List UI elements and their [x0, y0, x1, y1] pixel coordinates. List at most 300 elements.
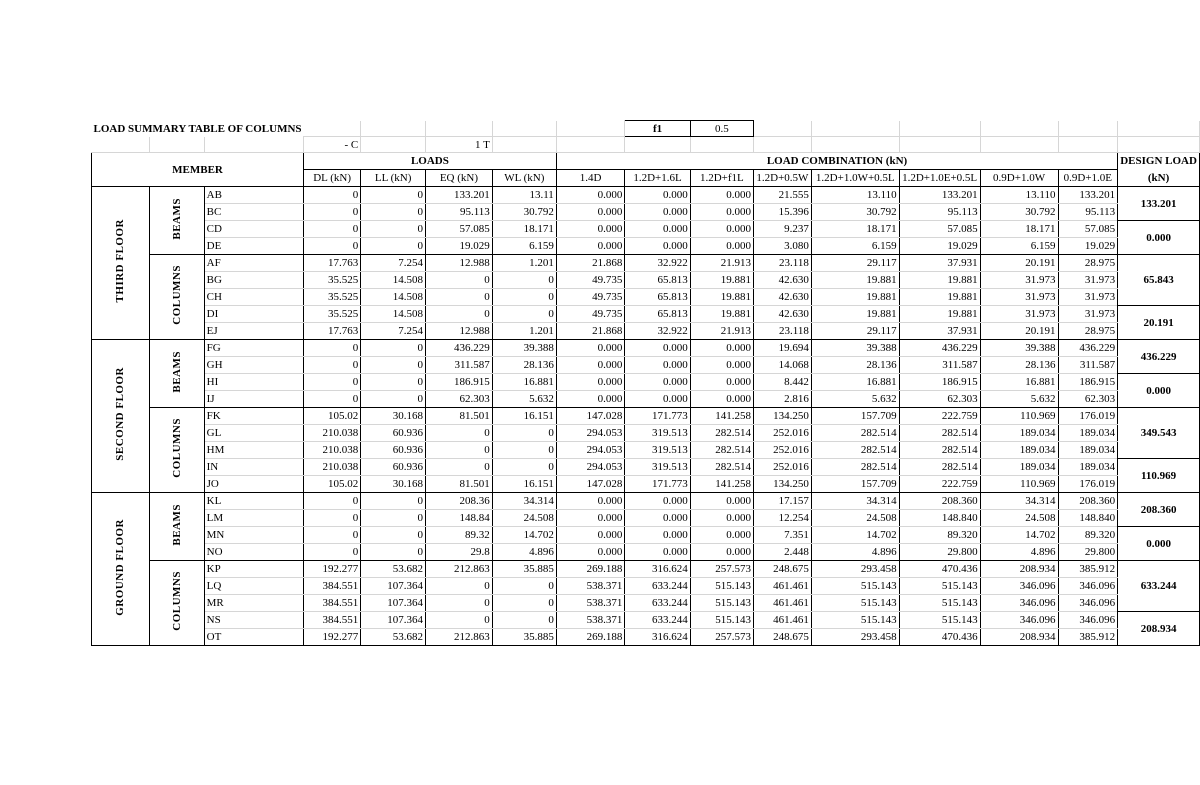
value-cell[interactable]: 19.881: [811, 272, 899, 289]
value-cell[interactable]: 470.436: [899, 561, 980, 578]
value-cell[interactable]: 17.763: [304, 255, 361, 272]
value-cell[interactable]: 189.034: [980, 425, 1058, 442]
value-cell[interactable]: 148.84: [426, 510, 493, 527]
value-cell[interactable]: 0: [426, 272, 493, 289]
value-cell[interactable]: 29.800: [899, 544, 980, 561]
value-cell[interactable]: 208.360: [1058, 493, 1118, 510]
value-cell[interactable]: 0: [426, 289, 493, 306]
value-cell[interactable]: 0: [426, 459, 493, 476]
value-cell[interactable]: 0: [426, 595, 493, 612]
value-cell[interactable]: 28.136: [492, 357, 556, 374]
value-cell[interactable]: 461.461: [753, 612, 811, 629]
value-cell[interactable]: 23.118: [753, 323, 811, 340]
value-cell[interactable]: 16.881: [811, 374, 899, 391]
value-cell[interactable]: 147.028: [556, 408, 625, 425]
value-cell[interactable]: 346.096: [1058, 578, 1118, 595]
value-cell[interactable]: 0.000: [556, 204, 625, 221]
value-cell[interactable]: 212.863: [426, 629, 493, 646]
value-cell[interactable]: 0: [304, 221, 361, 238]
value-cell[interactable]: 0.000: [625, 340, 690, 357]
value-cell[interactable]: 0: [492, 289, 556, 306]
value-cell[interactable]: 34.314: [811, 493, 899, 510]
value-cell[interactable]: 95.113: [426, 204, 493, 221]
value-cell[interactable]: 16.151: [492, 408, 556, 425]
value-cell[interactable]: 0.000: [625, 493, 690, 510]
value-cell[interactable]: 20.191: [980, 255, 1058, 272]
value-cell[interactable]: 515.143: [899, 595, 980, 612]
value-cell[interactable]: 192.277: [304, 629, 361, 646]
value-cell[interactable]: 515.143: [690, 578, 753, 595]
value-cell[interactable]: 14.702: [980, 527, 1058, 544]
value-cell[interactable]: 19.881: [899, 306, 980, 323]
value-cell[interactable]: 141.258: [690, 476, 753, 493]
value-cell[interactable]: 0: [426, 612, 493, 629]
value-cell[interactable]: 0: [304, 187, 361, 204]
value-cell[interactable]: 0.000: [556, 357, 625, 374]
value-cell[interactable]: 538.371: [556, 612, 625, 629]
value-cell[interactable]: 32.922: [625, 323, 690, 340]
value-cell[interactable]: 35.885: [492, 561, 556, 578]
value-cell[interactable]: 436.229: [899, 340, 980, 357]
value-cell[interactable]: 17.157: [753, 493, 811, 510]
value-cell[interactable]: 0: [361, 238, 426, 255]
value-cell[interactable]: 1.201: [492, 255, 556, 272]
value-cell[interactable]: 14.702: [811, 527, 899, 544]
value-cell[interactable]: 0.000: [556, 340, 625, 357]
value-cell[interactable]: 311.587: [1058, 357, 1118, 374]
value-cell[interactable]: 21.913: [690, 323, 753, 340]
value-cell[interactable]: 0.000: [625, 238, 690, 255]
value-cell[interactable]: 515.143: [899, 612, 980, 629]
value-cell[interactable]: 171.773: [625, 476, 690, 493]
value-cell[interactable]: 282.514: [899, 459, 980, 476]
value-cell[interactable]: 186.915: [1058, 374, 1118, 391]
value-cell[interactable]: 385.912: [1058, 629, 1118, 646]
value-cell[interactable]: 0.000: [556, 374, 625, 391]
value-cell[interactable]: 0.000: [690, 187, 753, 204]
value-cell[interactable]: 35.525: [304, 306, 361, 323]
value-cell[interactable]: 0.000: [625, 187, 690, 204]
value-cell[interactable]: 222.759: [899, 408, 980, 425]
value-cell[interactable]: 133.201: [1058, 187, 1118, 204]
value-cell[interactable]: 13.11: [492, 187, 556, 204]
value-cell[interactable]: 19.881: [690, 306, 753, 323]
value-cell[interactable]: 110.969: [980, 408, 1058, 425]
value-cell[interactable]: 4.896: [492, 544, 556, 561]
value-cell[interactable]: 0: [361, 221, 426, 238]
value-cell[interactable]: 19.881: [811, 289, 899, 306]
value-cell[interactable]: 282.514: [811, 459, 899, 476]
value-cell[interactable]: 0: [426, 306, 493, 323]
value-cell[interactable]: 0: [304, 374, 361, 391]
value-cell[interactable]: 633.244: [625, 578, 690, 595]
value-cell[interactable]: 0: [304, 544, 361, 561]
value-cell[interactable]: 7.254: [361, 255, 426, 272]
value-cell[interactable]: 24.508: [492, 510, 556, 527]
value-cell[interactable]: 0.000: [690, 510, 753, 527]
value-cell[interactable]: 294.053: [556, 425, 625, 442]
value-cell[interactable]: 0: [361, 493, 426, 510]
value-cell[interactable]: 105.02: [304, 408, 361, 425]
value-cell[interactable]: 65.813: [625, 272, 690, 289]
value-cell[interactable]: 18.171: [980, 221, 1058, 238]
value-cell[interactable]: 30.168: [361, 408, 426, 425]
value-cell[interactable]: 282.514: [899, 425, 980, 442]
value-cell[interactable]: 17.763: [304, 323, 361, 340]
value-cell[interactable]: 248.675: [753, 561, 811, 578]
value-cell[interactable]: 294.053: [556, 459, 625, 476]
value-cell[interactable]: 515.143: [811, 595, 899, 612]
value-cell[interactable]: 470.436: [899, 629, 980, 646]
value-cell[interactable]: 134.250: [753, 408, 811, 425]
value-cell[interactable]: 0.000: [625, 221, 690, 238]
value-cell[interactable]: 35.525: [304, 289, 361, 306]
value-cell[interactable]: 133.201: [426, 187, 493, 204]
value-cell[interactable]: 39.388: [980, 340, 1058, 357]
value-cell[interactable]: 269.188: [556, 629, 625, 646]
value-cell[interactable]: 0.000: [690, 374, 753, 391]
value-cell[interactable]: 189.034: [1058, 425, 1118, 442]
value-cell[interactable]: 0.000: [690, 544, 753, 561]
value-cell[interactable]: 107.364: [361, 578, 426, 595]
value-cell[interactable]: 62.303: [899, 391, 980, 408]
value-cell[interactable]: 282.514: [811, 442, 899, 459]
value-cell[interactable]: 282.514: [690, 442, 753, 459]
value-cell[interactable]: 29.800: [1058, 544, 1118, 561]
value-cell[interactable]: 252.016: [753, 459, 811, 476]
value-cell[interactable]: 37.931: [899, 323, 980, 340]
value-cell[interactable]: 385.912: [1058, 561, 1118, 578]
value-cell[interactable]: 316.624: [625, 561, 690, 578]
value-cell[interactable]: 39.388: [811, 340, 899, 357]
value-cell[interactable]: 311.587: [426, 357, 493, 374]
value-cell[interactable]: 346.096: [980, 595, 1058, 612]
value-cell[interactable]: 0: [492, 442, 556, 459]
value-cell[interactable]: 189.034: [1058, 442, 1118, 459]
value-cell[interactable]: 0: [361, 204, 426, 221]
value-cell[interactable]: 95.113: [899, 204, 980, 221]
value-cell[interactable]: 12.988: [426, 323, 493, 340]
value-cell[interactable]: 0: [361, 340, 426, 357]
value-cell[interactable]: 0: [492, 306, 556, 323]
value-cell[interactable]: 208.934: [980, 561, 1058, 578]
value-cell[interactable]: 282.514: [690, 425, 753, 442]
value-cell[interactable]: 515.143: [899, 578, 980, 595]
value-cell[interactable]: 515.143: [811, 612, 899, 629]
value-cell[interactable]: 29.117: [811, 255, 899, 272]
value-cell[interactable]: 0: [492, 425, 556, 442]
value-cell[interactable]: 30.792: [492, 204, 556, 221]
value-cell[interactable]: 30.792: [811, 204, 899, 221]
value-cell[interactable]: 19.029: [1058, 238, 1118, 255]
value-cell[interactable]: 32.922: [625, 255, 690, 272]
value-cell[interactable]: 176.019: [1058, 476, 1118, 493]
value-cell[interactable]: 95.113: [1058, 204, 1118, 221]
value-cell[interactable]: 148.840: [899, 510, 980, 527]
value-cell[interactable]: 16.881: [492, 374, 556, 391]
value-cell[interactable]: 6.159: [492, 238, 556, 255]
value-cell[interactable]: 53.682: [361, 561, 426, 578]
value-cell[interactable]: 49.735: [556, 306, 625, 323]
value-cell[interactable]: 157.709: [811, 476, 899, 493]
value-cell[interactable]: 0: [361, 187, 426, 204]
value-cell[interactable]: 0: [304, 391, 361, 408]
value-cell[interactable]: 2.816: [753, 391, 811, 408]
value-cell[interactable]: 62.303: [426, 391, 493, 408]
value-cell[interactable]: 141.258: [690, 408, 753, 425]
value-cell[interactable]: 14.508: [361, 289, 426, 306]
value-cell[interactable]: 282.514: [811, 425, 899, 442]
value-cell[interactable]: 189.034: [980, 442, 1058, 459]
value-cell[interactable]: 0.000: [690, 493, 753, 510]
value-cell[interactable]: 20.191: [980, 323, 1058, 340]
value-cell[interactable]: 189.034: [1058, 459, 1118, 476]
value-cell[interactable]: 346.096: [1058, 612, 1118, 629]
value-cell[interactable]: 0: [304, 510, 361, 527]
value-cell[interactable]: 0.000: [690, 221, 753, 238]
value-cell[interactable]: 30.168: [361, 476, 426, 493]
value-cell[interactable]: 57.085: [426, 221, 493, 238]
value-cell[interactable]: 31.973: [980, 289, 1058, 306]
value-cell[interactable]: 311.587: [899, 357, 980, 374]
value-cell[interactable]: 28.136: [811, 357, 899, 374]
value-cell[interactable]: 0: [492, 578, 556, 595]
value-cell[interactable]: 384.551: [304, 612, 361, 629]
value-cell[interactable]: 81.501: [426, 408, 493, 425]
value-cell[interactable]: 257.573: [690, 629, 753, 646]
value-cell[interactable]: 186.915: [899, 374, 980, 391]
value-cell[interactable]: 210.038: [304, 442, 361, 459]
value-cell[interactable]: 31.973: [1058, 272, 1118, 289]
value-cell[interactable]: 12.988: [426, 255, 493, 272]
value-cell[interactable]: 0.000: [556, 238, 625, 255]
value-cell[interactable]: 35.525: [304, 272, 361, 289]
value-cell[interactable]: 53.682: [361, 629, 426, 646]
value-cell[interactable]: 0.000: [690, 238, 753, 255]
value-cell[interactable]: 633.244: [625, 595, 690, 612]
value-cell[interactable]: 248.675: [753, 629, 811, 646]
value-cell[interactable]: 208.360: [899, 493, 980, 510]
value-cell[interactable]: 89.320: [899, 527, 980, 544]
value-cell[interactable]: 31.973: [980, 306, 1058, 323]
value-cell[interactable]: 133.201: [899, 187, 980, 204]
value-cell[interactable]: 0: [361, 527, 426, 544]
value-cell[interactable]: 65.813: [625, 289, 690, 306]
value-cell[interactable]: 49.735: [556, 272, 625, 289]
value-cell[interactable]: 1.201: [492, 323, 556, 340]
value-cell[interactable]: 0.000: [556, 510, 625, 527]
value-cell[interactable]: 19.881: [811, 306, 899, 323]
value-cell[interactable]: 293.458: [811, 629, 899, 646]
value-cell[interactable]: 384.551: [304, 595, 361, 612]
value-cell[interactable]: 8.442: [753, 374, 811, 391]
value-cell[interactable]: 5.632: [492, 391, 556, 408]
value-cell[interactable]: 37.931: [899, 255, 980, 272]
value-cell[interactable]: 0.000: [556, 221, 625, 238]
value-cell[interactable]: 0.000: [625, 204, 690, 221]
value-cell[interactable]: 192.277: [304, 561, 361, 578]
value-cell[interactable]: 21.868: [556, 323, 625, 340]
value-cell[interactable]: 189.034: [980, 459, 1058, 476]
value-cell[interactable]: 28.975: [1058, 323, 1118, 340]
value-cell[interactable]: 0.000: [690, 527, 753, 544]
value-cell[interactable]: 0: [492, 459, 556, 476]
value-cell[interactable]: 30.792: [980, 204, 1058, 221]
value-cell[interactable]: 89.32: [426, 527, 493, 544]
value-cell[interactable]: 0.000: [556, 187, 625, 204]
value-cell[interactable]: 35.885: [492, 629, 556, 646]
value-cell[interactable]: 134.250: [753, 476, 811, 493]
value-cell[interactable]: 42.630: [753, 289, 811, 306]
value-cell[interactable]: 19.881: [899, 272, 980, 289]
value-cell[interactable]: 0: [426, 442, 493, 459]
value-cell[interactable]: 0: [492, 612, 556, 629]
value-cell[interactable]: 15.396: [753, 204, 811, 221]
value-cell[interactable]: 49.735: [556, 289, 625, 306]
value-cell[interactable]: 0.000: [625, 374, 690, 391]
value-cell[interactable]: 28.975: [1058, 255, 1118, 272]
value-cell[interactable]: 13.110: [811, 187, 899, 204]
value-cell[interactable]: 0.000: [556, 391, 625, 408]
value-cell[interactable]: 31.973: [980, 272, 1058, 289]
value-cell[interactable]: 257.573: [690, 561, 753, 578]
value-cell[interactable]: 65.813: [625, 306, 690, 323]
value-cell[interactable]: 5.632: [811, 391, 899, 408]
value-cell[interactable]: 2.448: [753, 544, 811, 561]
value-cell[interactable]: 14.702: [492, 527, 556, 544]
value-cell[interactable]: 16.151: [492, 476, 556, 493]
value-cell[interactable]: 28.136: [980, 357, 1058, 374]
value-cell[interactable]: 24.508: [980, 510, 1058, 527]
value-cell[interactable]: 18.171: [811, 221, 899, 238]
value-cell[interactable]: 515.143: [811, 578, 899, 595]
value-cell[interactable]: 0.000: [556, 527, 625, 544]
value-cell[interactable]: 0: [361, 391, 426, 408]
value-cell[interactable]: 4.896: [811, 544, 899, 561]
value-cell[interactable]: 171.773: [625, 408, 690, 425]
value-cell[interactable]: 19.029: [426, 238, 493, 255]
value-cell[interactable]: 0: [304, 204, 361, 221]
value-cell[interactable]: 319.513: [625, 442, 690, 459]
value-cell[interactable]: 19.029: [899, 238, 980, 255]
value-cell[interactable]: 16.881: [980, 374, 1058, 391]
value-cell[interactable]: 0: [361, 357, 426, 374]
factor-value[interactable]: 0.5: [690, 121, 753, 137]
value-cell[interactable]: 0: [361, 510, 426, 527]
value-cell[interactable]: 269.188: [556, 561, 625, 578]
value-cell[interactable]: 319.513: [625, 459, 690, 476]
value-cell[interactable]: 13.110: [980, 187, 1058, 204]
value-cell[interactable]: 0.000: [625, 527, 690, 544]
value-cell[interactable]: 515.143: [690, 595, 753, 612]
value-cell[interactable]: 0.000: [625, 391, 690, 408]
value-cell[interactable]: 42.630: [753, 306, 811, 323]
value-cell[interactable]: 210.038: [304, 425, 361, 442]
value-cell[interactable]: 0: [426, 578, 493, 595]
value-cell[interactable]: 212.863: [426, 561, 493, 578]
value-cell[interactable]: 110.969: [980, 476, 1058, 493]
value-cell[interactable]: 0: [361, 544, 426, 561]
value-cell[interactable]: 538.371: [556, 595, 625, 612]
value-cell[interactable]: 346.096: [1058, 595, 1118, 612]
value-cell[interactable]: 0: [426, 425, 493, 442]
value-cell[interactable]: 60.936: [361, 459, 426, 476]
value-cell[interactable]: 9.237: [753, 221, 811, 238]
value-cell[interactable]: 0: [304, 340, 361, 357]
value-cell[interactable]: 39.388: [492, 340, 556, 357]
value-cell[interactable]: 105.02: [304, 476, 361, 493]
value-cell[interactable]: 81.501: [426, 476, 493, 493]
value-cell[interactable]: 0.000: [625, 357, 690, 374]
value-cell[interactable]: 436.229: [1058, 340, 1118, 357]
value-cell[interactable]: 19.881: [899, 289, 980, 306]
value-cell[interactable]: 0.000: [690, 357, 753, 374]
value-cell[interactable]: 186.915: [426, 374, 493, 391]
value-cell[interactable]: 436.229: [426, 340, 493, 357]
value-cell[interactable]: 57.085: [899, 221, 980, 238]
value-cell[interactable]: 14.508: [361, 272, 426, 289]
value-cell[interactable]: 0: [304, 238, 361, 255]
value-cell[interactable]: 62.303: [1058, 391, 1118, 408]
value-cell[interactable]: 18.171: [492, 221, 556, 238]
value-cell[interactable]: 384.551: [304, 578, 361, 595]
value-cell[interactable]: 4.896: [980, 544, 1058, 561]
value-cell[interactable]: 34.314: [492, 493, 556, 510]
value-cell[interactable]: 294.053: [556, 442, 625, 459]
factor-label[interactable]: f1: [625, 121, 690, 137]
value-cell[interactable]: 0.000: [556, 544, 625, 561]
value-cell[interactable]: 29.117: [811, 323, 899, 340]
value-cell[interactable]: 34.314: [980, 493, 1058, 510]
value-cell[interactable]: 515.143: [690, 612, 753, 629]
value-cell[interactable]: 5.632: [980, 391, 1058, 408]
value-cell[interactable]: 208.934: [980, 629, 1058, 646]
value-cell[interactable]: 0: [361, 374, 426, 391]
value-cell[interactable]: 31.973: [1058, 289, 1118, 306]
value-cell[interactable]: 7.351: [753, 527, 811, 544]
value-cell[interactable]: 0: [492, 272, 556, 289]
value-cell[interactable]: 0.000: [690, 391, 753, 408]
value-cell[interactable]: 31.973: [1058, 306, 1118, 323]
value-cell[interactable]: 21.555: [753, 187, 811, 204]
value-cell[interactable]: 3.080: [753, 238, 811, 255]
value-cell[interactable]: 6.159: [980, 238, 1058, 255]
value-cell[interactable]: 42.630: [753, 272, 811, 289]
value-cell[interactable]: 538.371: [556, 578, 625, 595]
value-cell[interactable]: 633.244: [625, 612, 690, 629]
value-cell[interactable]: 60.936: [361, 425, 426, 442]
value-cell[interactable]: 19.881: [690, 289, 753, 306]
value-cell[interactable]: 222.759: [899, 476, 980, 493]
value-cell[interactable]: 0.000: [625, 544, 690, 561]
value-cell[interactable]: 0: [304, 493, 361, 510]
value-cell[interactable]: 147.028: [556, 476, 625, 493]
value-cell[interactable]: 6.159: [811, 238, 899, 255]
value-cell[interactable]: 21.913: [690, 255, 753, 272]
value-cell[interactable]: 346.096: [980, 612, 1058, 629]
value-cell[interactable]: 252.016: [753, 425, 811, 442]
value-cell[interactable]: 19.694: [753, 340, 811, 357]
value-cell[interactable]: 0.000: [690, 340, 753, 357]
value-cell[interactable]: 346.096: [980, 578, 1058, 595]
value-cell[interactable]: 24.508: [811, 510, 899, 527]
value-cell[interactable]: 0: [492, 595, 556, 612]
value-cell[interactable]: 57.085: [1058, 221, 1118, 238]
value-cell[interactable]: 89.320: [1058, 527, 1118, 544]
value-cell[interactable]: 461.461: [753, 595, 811, 612]
value-cell[interactable]: 107.364: [361, 595, 426, 612]
value-cell[interactable]: 14.508: [361, 306, 426, 323]
